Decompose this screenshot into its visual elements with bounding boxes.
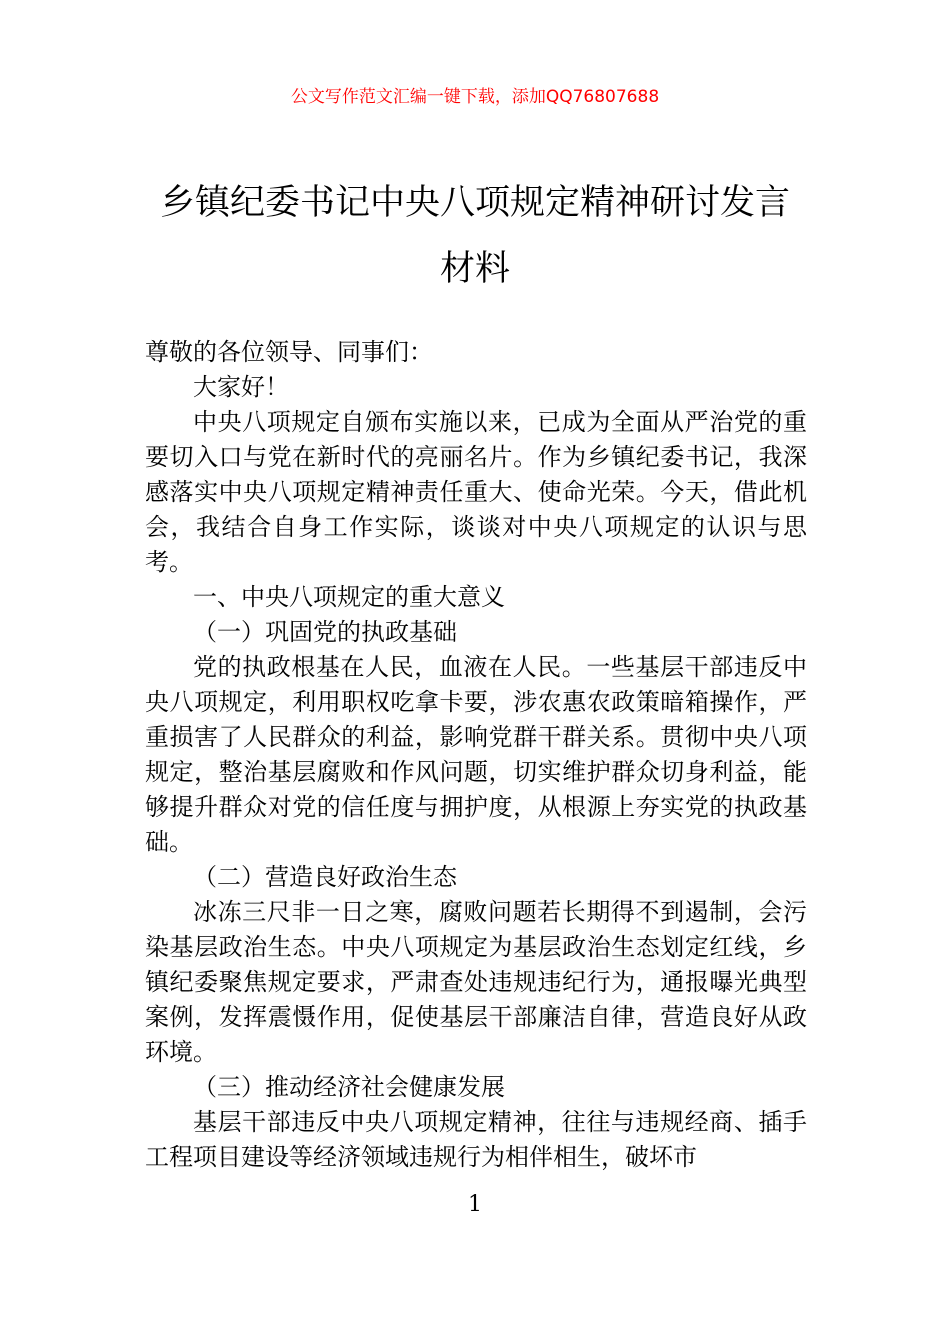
title-line-2: 材料 — [439, 249, 510, 289]
body-paragraph: 冰冻三尺非一日之寒，腐败问题若长期得不到遏制，会污染基层政治生态。中央八项规定为基层政治生态划定红线，乡镇纪委聚焦规定要求，严肃查处违规违纪行为，通报曝光典型案例，发挥震慑作用，促使基层干部廉洁自律，营造良好从政环境。 — [145, 898, 807, 1066]
watermark-banner: 公文写作范文汇编一键下载，添加QQ76807688 — [290, 87, 660, 107]
subheading-1: （一）巩固党的执政基础 — [193, 618, 457, 646]
subheading-2: （二）营造良好政治生态 — [193, 863, 457, 891]
body-paragraph: 党的执政根基在人民，血液在人民。一些基层干部违反中央八项规定，利用职权吃拿卡要，涉农惠农政策暗箱操作，严重损害了人民群众的利益，影响党群干群关系。贯彻中央八项规定，整治基层腐败和作风问题，切实维护群众切身利益，能够提升群众对党的信任度与拥护度，从根源上夯实党的执政基础。 — [145, 653, 807, 856]
subheading-3: （三）推动经济社会健康发展 — [193, 1073, 505, 1101]
section-heading-1: 一、中央八项规定的重大意义 — [193, 583, 505, 611]
title-line-1: 乡镇纪委书记中央八项规定精神研讨发言 — [159, 183, 790, 223]
body-paragraph: 基层干部违反中央八项规定精神，往往与违规经商、插手工程项目建设等经济领域违规行为相伴相生，破坏市 — [145, 1108, 807, 1171]
salutation: 尊敬的各位领导、同事们： — [145, 338, 433, 366]
greeting: 大家好！ — [193, 373, 289, 401]
document-title — [100, 170, 850, 302]
document-body — [145, 335, 807, 1175]
page-number: 1 — [468, 1192, 482, 1217]
intro-paragraph: 中央八项规定自颁布实施以来，已成为全面从严治党的重要切入口与党在新时代的亮丽名片。作为乡镇纪委书记，我深感落实中央八项规定精神责任重大、使命光荣。今天，借此机会，我结合自身工作实际，谈谈对中央八项规定的认识与思考。 — [145, 408, 807, 576]
